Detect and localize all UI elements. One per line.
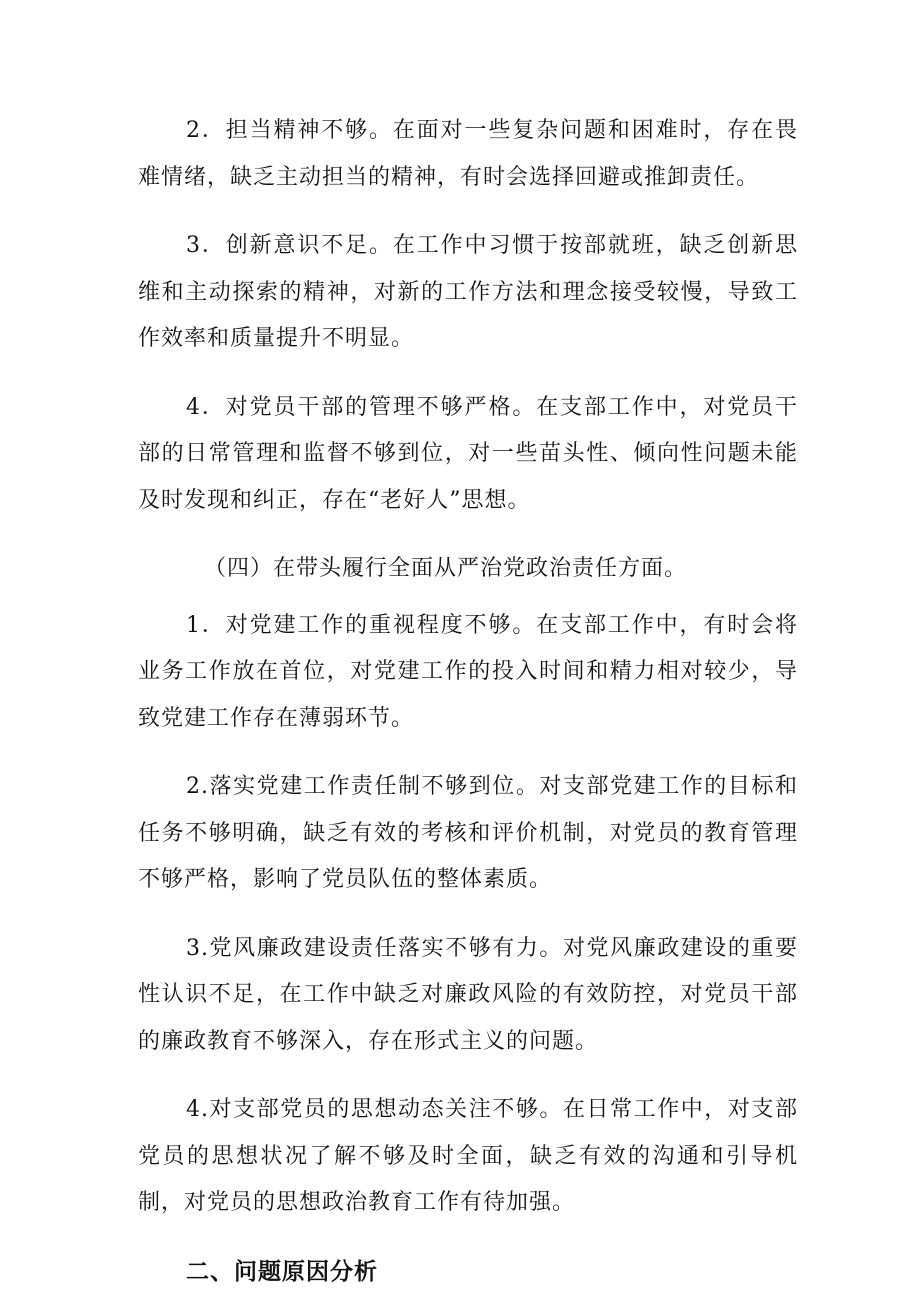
paragraph-responsibility-system: 2.落实党建工作责任制不够到位。对支部党建工作的目标和任务不够明确，缺乏有效的考核和评价机制，对党员的教育管理不够严格，影响了党员队伍的整体素质。 — [138, 774, 798, 892]
paragraph-ideological-attention: 4.对支部党员的思想动态关注不够。在日常工作中，对支部党员的思想状况了解不够及时全面，缺乏有效的沟通和引导机制，对党员的思想政治教育工作有待加强。 — [138, 1097, 798, 1215]
paragraph-responsibility-spirit: 2．担当精神不够。在面对一些复杂问题和困难时，存在畏难情绪，缺乏主动担当的精神，有时会选择回避或推卸责任。 — [138, 118, 798, 190]
paragraph-cadre-management: 4．对党员干部的管理不够严格。在支部工作中，对党员干部的日常管理和监督不够到位，对一些苗头性、倾向性问题未能及时发现和纠正，存在“老好人”思想。 — [138, 394, 798, 513]
paragraph-innovation-awareness: 3．创新意识不足。在工作中习惯于按部就班，缺乏创新思维和主动探索的精神，对新的工作方法和理念接受较慢，导致工作效率和质量提升不明显。 — [138, 233, 798, 351]
section-heading-cause-analysis: 二、问题原因分析 — [186, 1258, 378, 1285]
paragraph-integrity-building: 3.党风廉政建设责任落实不够有力。对党风廉政建设的重要性认识不足，在工作中缺乏对廉政风险的有效防控，对党员干部的廉政教育不够深入，存在形式主义的问题。 — [138, 935, 798, 1054]
document-body — [138, 108, 798, 1295]
paragraph-party-building-priority: 1．对党建工作的重视程度不够。在支部工作中，有时会将业务工作放在首位，对党建工作的投入时间和精力相对较少，导致党建工作存在薄弱环节。 — [138, 612, 798, 731]
subsection-heading-four: （四）在带头履行全面从严治党政治责任方面。 — [204, 556, 688, 581]
